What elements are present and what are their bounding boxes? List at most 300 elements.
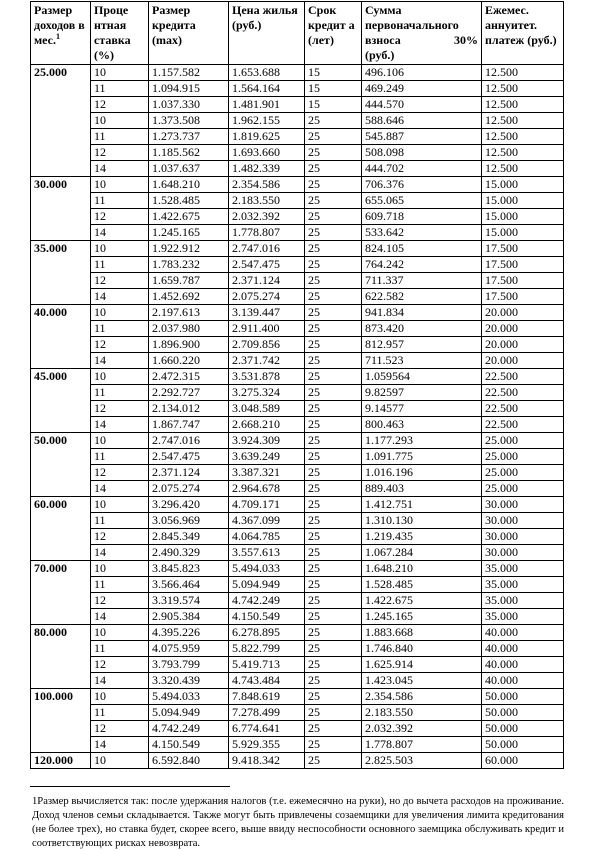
cell-term: 25 bbox=[305, 721, 362, 737]
cell-term: 25 bbox=[305, 337, 362, 353]
footnote: 1Размер вычисляется так: после удержания налогов (т.е. ежемесячно на руки), но до вычета расходов на проживание. Доход членов семьи складывается. Также могут быть привлечены созаемщики для увеличения лимита кредитования (не более трех), но ставка будет, скорее всего, выше ввиду неспособности основного заемщика обслуживать кредит и соответствующих рисках невозврата. bbox=[32, 796, 564, 849]
cell-down-payment: 824.105 bbox=[362, 241, 482, 257]
header-price: Цена жилья (руб.) bbox=[229, 2, 305, 65]
cell-term: 25 bbox=[305, 433, 362, 449]
cell-monthly-payment: 60.000 bbox=[482, 753, 564, 769]
cell-income: 30.000 bbox=[31, 177, 91, 193]
cell-rate: 12 bbox=[91, 401, 149, 417]
table-row bbox=[31, 209, 564, 225]
cell-rate: 11 bbox=[91, 513, 149, 529]
cell-income bbox=[31, 289, 91, 305]
cell-rate: 14 bbox=[91, 737, 149, 753]
cell-down-payment: 706.376 bbox=[362, 177, 482, 193]
cell-income bbox=[31, 97, 91, 113]
cell-down-payment: 533.642 bbox=[362, 225, 482, 241]
cell-monthly-payment: 15.000 bbox=[482, 225, 564, 241]
cell-down-payment: 469.249 bbox=[362, 81, 482, 97]
cell-monthly-payment: 15.000 bbox=[482, 177, 564, 193]
table-row bbox=[31, 449, 564, 465]
cell-down-payment: 444.702 bbox=[362, 161, 482, 177]
cell-rate: 12 bbox=[91, 529, 149, 545]
cell-down-payment: 1.423.045 bbox=[362, 673, 482, 689]
cell-down-payment: 711.523 bbox=[362, 353, 482, 369]
table-row bbox=[31, 721, 564, 737]
cell-income bbox=[31, 657, 91, 673]
cell-rate: 10 bbox=[91, 241, 149, 257]
cell-loan: 2.472.315 bbox=[149, 369, 229, 385]
cell-monthly-payment: 35.000 bbox=[482, 609, 564, 625]
cell-income: 35.000 bbox=[31, 241, 91, 257]
cell-down-payment: 1.016.196 bbox=[362, 465, 482, 481]
cell-term: 25 bbox=[305, 113, 362, 129]
table-row bbox=[31, 737, 564, 753]
cell-rate: 11 bbox=[91, 81, 149, 97]
cell-monthly-payment: 20.000 bbox=[482, 337, 564, 353]
cell-income bbox=[31, 673, 91, 689]
cell-down-payment: 1.059564 bbox=[362, 369, 482, 385]
cell-loan: 3.793.799 bbox=[149, 657, 229, 673]
cell-price: 3.048.589 bbox=[229, 401, 305, 417]
cell-loan: 1.452.692 bbox=[149, 289, 229, 305]
cell-loan: 4.150.549 bbox=[149, 737, 229, 753]
cell-income: 80.000 bbox=[31, 625, 91, 641]
table-row bbox=[31, 465, 564, 481]
cell-term: 25 bbox=[305, 321, 362, 337]
cell-price: 3.275.324 bbox=[229, 385, 305, 401]
cell-down-payment: 812.957 bbox=[362, 337, 482, 353]
cell-down-payment: 1.177.293 bbox=[362, 433, 482, 449]
cell-term: 25 bbox=[305, 225, 362, 241]
cell-down-payment: 1.219.435 bbox=[362, 529, 482, 545]
cell-monthly-payment: 50.000 bbox=[482, 737, 564, 753]
cell-monthly-payment: 50.000 bbox=[482, 721, 564, 737]
cell-income bbox=[31, 113, 91, 129]
cell-loan: 3.320.439 bbox=[149, 673, 229, 689]
cell-income bbox=[31, 705, 91, 721]
cell-down-payment: 2.354.586 bbox=[362, 689, 482, 705]
cell-rate: 12 bbox=[91, 657, 149, 673]
table-row bbox=[31, 81, 564, 97]
cell-term: 25 bbox=[305, 577, 362, 593]
cell-rate: 10 bbox=[91, 305, 149, 321]
cell-rate: 12 bbox=[91, 337, 149, 353]
cell-down-payment: 1.778.807 bbox=[362, 737, 482, 753]
cell-term: 25 bbox=[305, 193, 362, 209]
cell-rate: 14 bbox=[91, 353, 149, 369]
table-row bbox=[31, 657, 564, 673]
cell-term: 25 bbox=[305, 161, 362, 177]
cell-rate: 14 bbox=[91, 289, 149, 305]
cell-monthly-payment: 20.000 bbox=[482, 353, 564, 369]
cell-price: 1.693.660 bbox=[229, 145, 305, 161]
cell-price: 9.418.342 bbox=[229, 753, 305, 769]
cell-income: 50.000 bbox=[31, 433, 91, 449]
cell-price: 2.354.586 bbox=[229, 177, 305, 193]
cell-loan: 3.319.574 bbox=[149, 593, 229, 609]
cell-rate: 14 bbox=[91, 609, 149, 625]
cell-price: 4.742.249 bbox=[229, 593, 305, 609]
cell-income bbox=[31, 81, 91, 97]
cell-income bbox=[31, 209, 91, 225]
cell-term: 25 bbox=[305, 705, 362, 721]
cell-price: 7.848.619 bbox=[229, 689, 305, 705]
cell-rate: 11 bbox=[91, 577, 149, 593]
table-row bbox=[31, 161, 564, 177]
cell-loan: 1.660.220 bbox=[149, 353, 229, 369]
cell-monthly-payment: 22.500 bbox=[482, 401, 564, 417]
cell-rate: 12 bbox=[91, 97, 149, 113]
cell-loan: 1.659.787 bbox=[149, 273, 229, 289]
cell-monthly-payment: 30.000 bbox=[482, 497, 564, 513]
cell-rate: 10 bbox=[91, 369, 149, 385]
cell-down-payment: 800.463 bbox=[362, 417, 482, 433]
header-loan: Размер кредита (max) bbox=[149, 2, 229, 65]
cell-rate: 11 bbox=[91, 705, 149, 721]
table-row bbox=[31, 337, 564, 353]
cell-term: 25 bbox=[305, 241, 362, 257]
cell-loan: 1.185.562 bbox=[149, 145, 229, 161]
header-row bbox=[31, 2, 564, 65]
cell-loan: 1.037.330 bbox=[149, 97, 229, 113]
table-row bbox=[31, 433, 564, 449]
cell-price: 6.774.641 bbox=[229, 721, 305, 737]
cell-term: 15 bbox=[305, 65, 362, 81]
cell-price: 2.964.678 bbox=[229, 481, 305, 497]
cell-income bbox=[31, 529, 91, 545]
cell-monthly-payment: 50.000 bbox=[482, 689, 564, 705]
cell-down-payment: 9.82597 bbox=[362, 385, 482, 401]
table-row bbox=[31, 129, 564, 145]
table-row bbox=[31, 673, 564, 689]
cell-term: 25 bbox=[305, 657, 362, 673]
cell-monthly-payment: 17.500 bbox=[482, 257, 564, 273]
cell-income bbox=[31, 449, 91, 465]
cell-price: 1.819.625 bbox=[229, 129, 305, 145]
cell-monthly-payment: 40.000 bbox=[482, 673, 564, 689]
cell-term: 25 bbox=[305, 209, 362, 225]
cell-term: 25 bbox=[305, 177, 362, 193]
cell-price: 3.924.309 bbox=[229, 433, 305, 449]
cell-income bbox=[31, 385, 91, 401]
cell-price: 2.547.475 bbox=[229, 257, 305, 273]
cell-rate: 10 bbox=[91, 65, 149, 81]
table-row bbox=[31, 545, 564, 561]
cell-income: 60.000 bbox=[31, 497, 91, 513]
cell-loan: 1.896.900 bbox=[149, 337, 229, 353]
cell-rate: 12 bbox=[91, 209, 149, 225]
cell-price: 4.743.484 bbox=[229, 673, 305, 689]
cell-monthly-payment: 35.000 bbox=[482, 593, 564, 609]
header-monthly-payment: Ежемес. аннуитет. платеж (руб.) bbox=[482, 2, 564, 65]
cell-price: 2.747.016 bbox=[229, 241, 305, 257]
table-row bbox=[31, 241, 564, 257]
cell-rate: 14 bbox=[91, 225, 149, 241]
cell-loan: 1.094.915 bbox=[149, 81, 229, 97]
cell-term: 25 bbox=[305, 417, 362, 433]
cell-down-payment: 655.065 bbox=[362, 193, 482, 209]
cell-income: 70.000 bbox=[31, 561, 91, 577]
cell-rate: 14 bbox=[91, 481, 149, 497]
cell-monthly-payment: 15.000 bbox=[482, 209, 564, 225]
table-row bbox=[31, 609, 564, 625]
cell-monthly-payment: 30.000 bbox=[482, 545, 564, 561]
cell-monthly-payment: 20.000 bbox=[482, 305, 564, 321]
cell-monthly-payment: 20.000 bbox=[482, 321, 564, 337]
cell-down-payment: 1.625.914 bbox=[362, 657, 482, 673]
cell-income bbox=[31, 225, 91, 241]
cell-term: 25 bbox=[305, 641, 362, 657]
cell-down-payment: 1.091.775 bbox=[362, 449, 482, 465]
table-row bbox=[31, 513, 564, 529]
table-row bbox=[31, 97, 564, 113]
cell-term: 25 bbox=[305, 401, 362, 417]
cell-term: 25 bbox=[305, 529, 362, 545]
cell-price: 5.929.355 bbox=[229, 737, 305, 753]
cell-monthly-payment: 30.000 bbox=[482, 529, 564, 545]
cell-term: 25 bbox=[305, 593, 362, 609]
cell-down-payment: 9.14577 bbox=[362, 401, 482, 417]
cell-term: 25 bbox=[305, 513, 362, 529]
cell-income bbox=[31, 337, 91, 353]
cell-rate: 12 bbox=[91, 273, 149, 289]
cell-loan: 2.134.012 bbox=[149, 401, 229, 417]
cell-price: 1.778.807 bbox=[229, 225, 305, 241]
cell-loan: 1.037.637 bbox=[149, 161, 229, 177]
cell-monthly-payment: 40.000 bbox=[482, 657, 564, 673]
cell-monthly-payment: 22.500 bbox=[482, 385, 564, 401]
cell-rate: 11 bbox=[91, 641, 149, 657]
cell-term: 25 bbox=[305, 481, 362, 497]
cell-price: 2.371.742 bbox=[229, 353, 305, 369]
cell-income: 120.000 bbox=[31, 753, 91, 769]
footnote-rule bbox=[30, 786, 230, 787]
cell-down-payment: 545.887 bbox=[362, 129, 482, 145]
header-down-payment: Сумма первоначального взноса 30% (руб.) bbox=[362, 2, 482, 65]
cell-price: 1.482.339 bbox=[229, 161, 305, 177]
cell-down-payment: 609.718 bbox=[362, 209, 482, 225]
cell-loan: 4.075.959 bbox=[149, 641, 229, 657]
table-row bbox=[31, 577, 564, 593]
cell-price: 3.531.878 bbox=[229, 369, 305, 385]
cell-price: 5.094.949 bbox=[229, 577, 305, 593]
cell-income bbox=[31, 321, 91, 337]
header-term: Срок кредит а (лет) bbox=[305, 2, 362, 65]
cell-term: 25 bbox=[305, 273, 362, 289]
cell-rate: 11 bbox=[91, 129, 149, 145]
cell-income bbox=[31, 641, 91, 657]
table-row bbox=[31, 289, 564, 305]
cell-rate: 10 bbox=[91, 753, 149, 769]
cell-monthly-payment: 25.000 bbox=[482, 481, 564, 497]
cell-income bbox=[31, 513, 91, 529]
cell-loan: 2.747.016 bbox=[149, 433, 229, 449]
cell-down-payment: 1.422.675 bbox=[362, 593, 482, 609]
cell-term: 25 bbox=[305, 673, 362, 689]
cell-down-payment: 1.746.840 bbox=[362, 641, 482, 657]
cell-monthly-payment: 12.500 bbox=[482, 97, 564, 113]
cell-monthly-payment: 15.000 bbox=[482, 193, 564, 209]
cell-down-payment: 764.242 bbox=[362, 257, 482, 273]
cell-loan: 4.395.226 bbox=[149, 625, 229, 641]
cell-down-payment: 873.420 bbox=[362, 321, 482, 337]
mortgage-table bbox=[30, 1, 564, 769]
cell-income: 25.000 bbox=[31, 65, 91, 81]
cell-loan: 2.490.329 bbox=[149, 545, 229, 561]
cell-down-payment: 496.106 bbox=[362, 65, 482, 81]
cell-term: 25 bbox=[305, 737, 362, 753]
cell-down-payment: 1.245.165 bbox=[362, 609, 482, 625]
cell-income: 45.000 bbox=[31, 369, 91, 385]
cell-monthly-payment: 35.000 bbox=[482, 561, 564, 577]
cell-income bbox=[31, 577, 91, 593]
cell-down-payment: 2.032.392 bbox=[362, 721, 482, 737]
cell-price: 2.032.392 bbox=[229, 209, 305, 225]
table-row bbox=[31, 401, 564, 417]
cell-price: 4.709.171 bbox=[229, 497, 305, 513]
cell-price: 7.278.499 bbox=[229, 705, 305, 721]
cell-income bbox=[31, 161, 91, 177]
cell-term: 25 bbox=[305, 385, 362, 401]
cell-rate: 14 bbox=[91, 545, 149, 561]
table-row bbox=[31, 689, 564, 705]
cell-monthly-payment: 12.500 bbox=[482, 145, 564, 161]
cell-monthly-payment: 17.500 bbox=[482, 241, 564, 257]
cell-income bbox=[31, 593, 91, 609]
table-row bbox=[31, 65, 564, 81]
cell-down-payment: 2.183.550 bbox=[362, 705, 482, 721]
cell-term: 25 bbox=[305, 609, 362, 625]
cell-down-payment: 1.067.284 bbox=[362, 545, 482, 561]
cell-rate: 12 bbox=[91, 593, 149, 609]
cell-rate: 11 bbox=[91, 321, 149, 337]
cell-down-payment: 622.582 bbox=[362, 289, 482, 305]
cell-price: 1.653.688 bbox=[229, 65, 305, 81]
cell-loan: 2.845.349 bbox=[149, 529, 229, 545]
cell-income bbox=[31, 193, 91, 209]
cell-term: 25 bbox=[305, 689, 362, 705]
cell-loan: 2.292.727 bbox=[149, 385, 229, 401]
cell-monthly-payment: 30.000 bbox=[482, 513, 564, 529]
cell-loan: 1.422.675 bbox=[149, 209, 229, 225]
table-row bbox=[31, 113, 564, 129]
cell-monthly-payment: 22.500 bbox=[482, 417, 564, 433]
cell-rate: 12 bbox=[91, 721, 149, 737]
cell-monthly-payment: 35.000 bbox=[482, 577, 564, 593]
cell-rate: 10 bbox=[91, 561, 149, 577]
cell-rate: 12 bbox=[91, 145, 149, 161]
cell-price: 2.709.856 bbox=[229, 337, 305, 353]
cell-price: 5.419.713 bbox=[229, 657, 305, 673]
table-row bbox=[31, 225, 564, 241]
cell-income bbox=[31, 273, 91, 289]
cell-income bbox=[31, 465, 91, 481]
cell-term: 25 bbox=[305, 753, 362, 769]
cell-loan: 6.592.840 bbox=[149, 753, 229, 769]
cell-income bbox=[31, 545, 91, 561]
cell-price: 1.481.901 bbox=[229, 97, 305, 113]
cell-income bbox=[31, 737, 91, 753]
cell-monthly-payment: 12.500 bbox=[482, 81, 564, 97]
cell-price: 1.962.155 bbox=[229, 113, 305, 129]
cell-monthly-payment: 40.000 bbox=[482, 625, 564, 641]
cell-down-payment: 508.098 bbox=[362, 145, 482, 161]
cell-loan: 1.373.508 bbox=[149, 113, 229, 129]
cell-rate: 11 bbox=[91, 193, 149, 209]
cell-loan: 3.296.420 bbox=[149, 497, 229, 513]
cell-down-payment: 1.883.668 bbox=[362, 625, 482, 641]
table-row bbox=[31, 753, 564, 769]
cell-rate: 12 bbox=[91, 465, 149, 481]
cell-monthly-payment: 12.500 bbox=[482, 129, 564, 145]
table-row bbox=[31, 273, 564, 289]
table-row bbox=[31, 705, 564, 721]
cell-price: 3.139.447 bbox=[229, 305, 305, 321]
cell-loan: 1.273.737 bbox=[149, 129, 229, 145]
cell-price: 2.668.210 bbox=[229, 417, 305, 433]
cell-monthly-payment: 25.000 bbox=[482, 465, 564, 481]
table-row bbox=[31, 593, 564, 609]
cell-monthly-payment: 25.000 bbox=[482, 433, 564, 449]
cell-price: 4.064.785 bbox=[229, 529, 305, 545]
cell-term: 25 bbox=[305, 449, 362, 465]
cell-income: 40.000 bbox=[31, 305, 91, 321]
cell-rate: 14 bbox=[91, 673, 149, 689]
cell-loan: 1.867.747 bbox=[149, 417, 229, 433]
cell-term: 25 bbox=[305, 545, 362, 561]
cell-loan: 4.742.249 bbox=[149, 721, 229, 737]
cell-rate: 10 bbox=[91, 433, 149, 449]
cell-loan: 3.845.823 bbox=[149, 561, 229, 577]
cell-price: 4.367.099 bbox=[229, 513, 305, 529]
table-row bbox=[31, 305, 564, 321]
cell-rate: 11 bbox=[91, 385, 149, 401]
cell-price: 3.639.249 bbox=[229, 449, 305, 465]
table-row bbox=[31, 321, 564, 337]
cell-price: 2.371.124 bbox=[229, 273, 305, 289]
cell-price: 2.183.550 bbox=[229, 193, 305, 209]
cell-term: 25 bbox=[305, 561, 362, 577]
cell-term: 25 bbox=[305, 625, 362, 641]
cell-monthly-payment: 12.500 bbox=[482, 65, 564, 81]
cell-down-payment: 1.310.130 bbox=[362, 513, 482, 529]
table-row bbox=[31, 497, 564, 513]
cell-income bbox=[31, 129, 91, 145]
table-row bbox=[31, 145, 564, 161]
cell-monthly-payment: 12.500 bbox=[482, 113, 564, 129]
cell-price: 5.494.033 bbox=[229, 561, 305, 577]
cell-loan: 1.783.232 bbox=[149, 257, 229, 273]
cell-income bbox=[31, 481, 91, 497]
cell-term: 15 bbox=[305, 97, 362, 113]
cell-term: 25 bbox=[305, 289, 362, 305]
cell-monthly-payment: 17.500 bbox=[482, 273, 564, 289]
cell-rate: 10 bbox=[91, 689, 149, 705]
cell-loan: 1.157.582 bbox=[149, 65, 229, 81]
cell-down-payment: 941.834 bbox=[362, 305, 482, 321]
header-rate: Проце нтная ставка (%) bbox=[91, 2, 149, 65]
cell-rate: 11 bbox=[91, 449, 149, 465]
cell-income bbox=[31, 353, 91, 369]
cell-rate: 10 bbox=[91, 497, 149, 513]
cell-loan: 3.056.969 bbox=[149, 513, 229, 529]
cell-loan: 2.075.274 bbox=[149, 481, 229, 497]
cell-term: 25 bbox=[305, 497, 362, 513]
cell-rate: 14 bbox=[91, 417, 149, 433]
table-row bbox=[31, 561, 564, 577]
table-row bbox=[31, 369, 564, 385]
cell-price: 1.564.164 bbox=[229, 81, 305, 97]
cell-price: 2.075.274 bbox=[229, 289, 305, 305]
